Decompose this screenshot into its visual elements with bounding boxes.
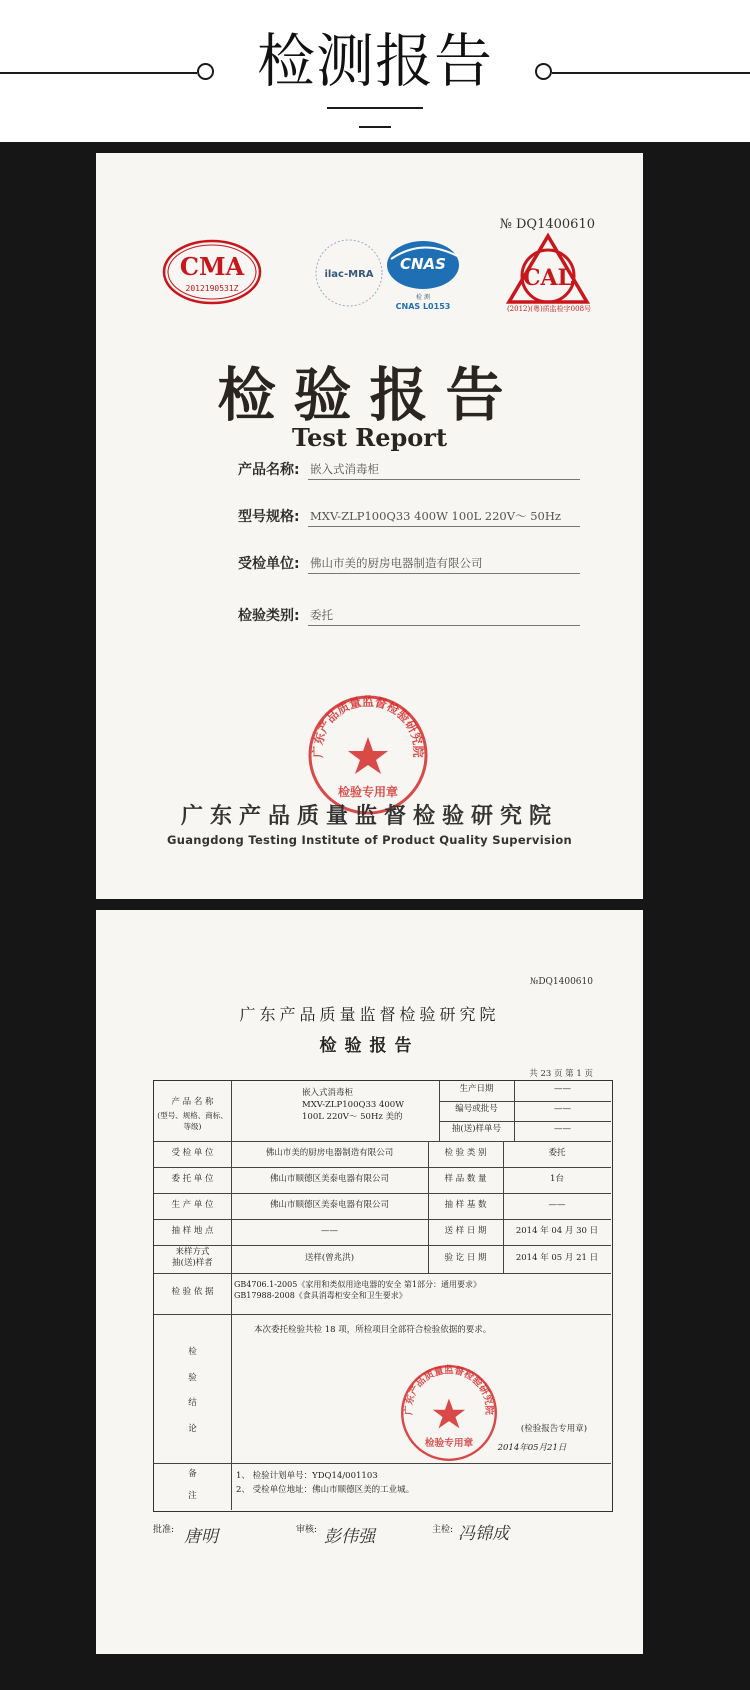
field-label: 受检单位: [238,556,300,572]
value-remarks: 1、 检验计划单号：YDQ14/001103 2、 受检单位地址：佛山市顺德区美的工业城。 [236,1471,415,1495]
label-producer: 生 产 单 位 [171,1200,214,1210]
label-production-date: 生产日期 [459,1084,494,1094]
label-client: 委 托 单 位 [171,1174,214,1184]
review-label: 审核: [296,1525,318,1535]
page-title: 检测报告 [256,27,493,95]
report-title: 检验报告 [319,1036,420,1056]
label-inspected-unit: 受 检 单 位 [171,1148,214,1158]
ilac-label: ilac-MRA [324,269,374,280]
label-complete-date: 验 讫 日 期 [444,1253,487,1263]
cover-title-en: Test Report [291,423,448,452]
seal-text: 广东产品质量监督检验研究院 [403,1365,495,1415]
field-underline [308,479,580,480]
field-product-name [238,459,678,483]
value-production-date: —— [554,1084,571,1094]
header-underline-short [359,126,391,128]
value-conclusion: 本次委托检验共检 18 项，所检项目全部符合检验依据的要求。 [254,1325,492,1335]
field-underline [308,526,580,527]
value-basis: GB4706.1-2005《家用和类似用途电器的安全 第1部分：通用要求》 GB17988-2008《食具消毒柜安全和卫生要求》 [234,1280,481,1301]
seal-sub: 检验专用章 [424,1438,474,1450]
label-quantity: 样 品 数 量 [444,1174,487,1184]
field-value: 嵌入式消毒柜 [310,462,379,476]
label-sample-method: 来样方式 抽(送)样者 [172,1247,213,1269]
cma-logo [162,239,262,305]
header-right-circle [535,63,552,80]
cnas-sub: 检 测 [416,294,430,301]
header-underline [327,107,423,109]
cma-label: CMA [179,252,245,281]
report-number: №DQ1400610 [529,977,593,987]
approve-signature: 唐明 [184,1527,218,1547]
label-product-spec: (型号、规格、商标、等级) [157,1111,228,1131]
value-sample-method: 送样(曾兆洪) [304,1253,355,1263]
seal-sub: 检验专用章 [337,785,399,799]
seal-text: 广东产品质量监督检验研究院 [310,694,426,758]
cnas-logo [311,235,471,315]
institute-name-en: Guangdong Testing Institute of Product Quality Supervision [166,833,573,847]
field-inspected-unit [238,553,678,577]
field-underline [308,573,580,574]
main-inspector-label: 主检: [432,1525,454,1535]
field-model [238,506,678,530]
review-signature: 彭伟强 [324,1527,375,1547]
value-send-date: 2014 年 04 月 30 日 [515,1226,599,1236]
label-sampling-base: 抽 样 基 数 [444,1200,487,1210]
field-label: 型号规格: [238,509,300,525]
label-category: 检 验 类 别 [444,1148,487,1158]
cal-label: CAL [522,265,574,291]
cal-caption: (2012)(粤)质监检字008号 [506,305,592,313]
value-inspected-unit: 佛山市美的厨房电器制造有限公司 [265,1148,394,1158]
label-conclusion: 检 验 结 论 [188,1347,197,1434]
value-category: 委托 [548,1148,566,1158]
page-header [0,0,750,142]
report-table [153,1080,613,1512]
report-cover [96,153,643,899]
value-sampling-place: —— [321,1226,338,1236]
cnas-code: CNAS L0153 [395,302,451,311]
header-right-line [552,72,750,74]
label-sampling-place: 抽 样 地 点 [171,1226,214,1236]
cma-number: 2012190531Z [185,284,239,293]
institute-name: 广东产品质量监督检验研究院 [239,1005,500,1024]
value-batch: —— [554,1104,571,1114]
field-category [238,605,678,629]
label-remarks: 备 注 [188,1469,197,1502]
report-detail-page [96,910,643,1654]
conclusion-date: 2014年05月21日 [497,1443,567,1453]
label-product-name: 产 品 名 称 [171,1097,214,1107]
value-complete-date: 2014 年 05 月 21 日 [515,1253,599,1263]
conclusion-stamp-label: (检验报告专用章) [520,1424,588,1434]
approve-label: 批准: [153,1525,175,1535]
value-product: 嵌入式消毒柜 MXV-ZLP100Q33 400W 100L 220V～ 50Hz 美的 [302,1088,404,1122]
cover-title: 检验报告 [217,361,522,429]
field-label: 检验类别: [238,608,300,624]
report-number: № DQ1400610 [499,217,595,232]
field-label: 产品名称: [238,462,300,478]
field-value: 委托 [310,608,333,622]
value-quantity: 1台 [550,1174,564,1184]
main-inspector-signature: 冯锦成 [458,1524,509,1544]
institute-name: 广东产品质量监督检验研究院 [180,804,558,829]
value-sampling-base: —— [548,1200,566,1210]
value-producer: 佛山市顺德区美泰电器有限公司 [269,1200,389,1210]
field-value: 佛山市美的厨房电器制造有限公司 [310,556,483,570]
page-count: 共 23 页 第 1 页 [529,1069,593,1079]
label-basis: 检 验 依 据 [171,1287,214,1297]
field-underline [308,625,580,626]
field-value: MXV-ZLP100Q33 400W 100L 220V～ 50Hz [310,509,561,523]
label-send-date: 送 样 日 期 [444,1226,487,1236]
label-batch: 编号或批号 [455,1104,498,1114]
value-sample-no: —— [554,1124,571,1134]
label-sample-no: 抽(送)样单号 [451,1124,502,1134]
cnas-label: CNAS [400,255,446,273]
value-client: 佛山市顺德区美泰电器有限公司 [269,1174,389,1184]
